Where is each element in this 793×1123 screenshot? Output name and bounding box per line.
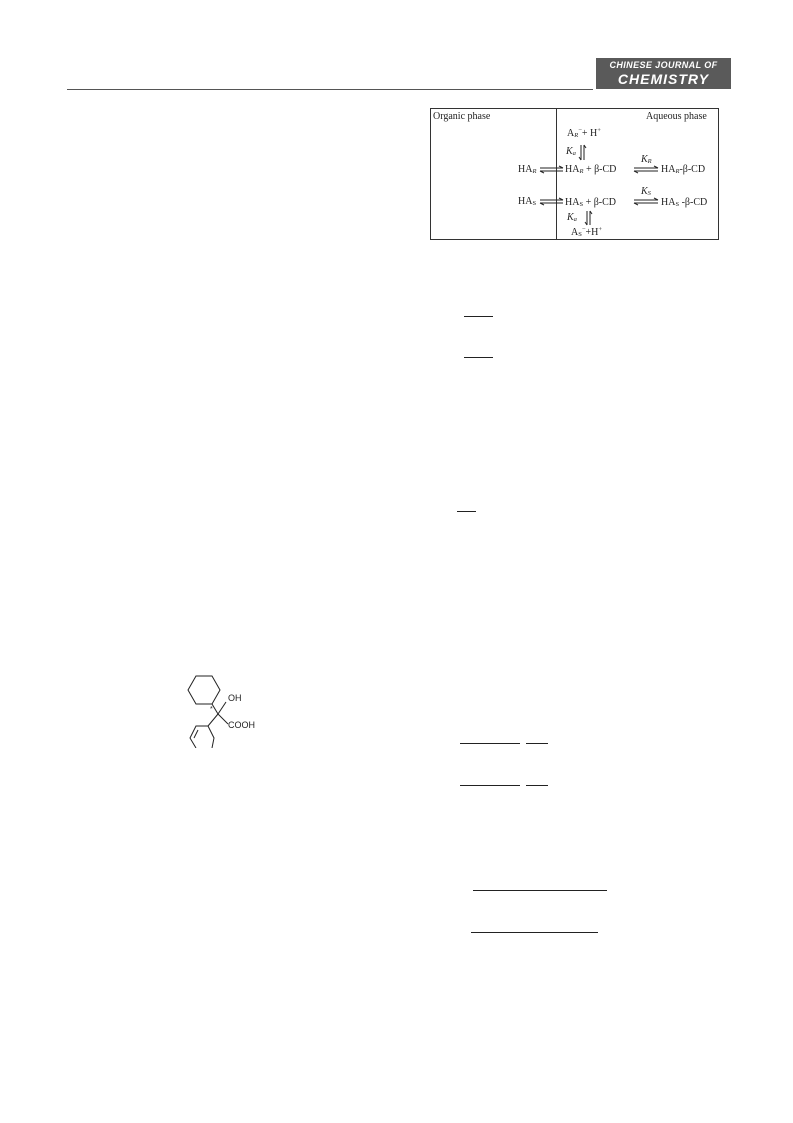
ka-top-label: $K_a$ <box>566 146 576 157</box>
equation-fraction-line <box>460 785 520 786</box>
has-aqueous: $HA_S + \beta-CD$ <box>565 197 617 208</box>
aqueous-phase-label: Aqueous phase <box>646 111 707 122</box>
har-aqueous: $HA_R + \beta-CD$ <box>565 164 617 175</box>
equation-fraction-line <box>526 743 548 744</box>
equation-fraction-line <box>464 316 493 317</box>
r-anion-proton: $A_R^-+ H^+$ <box>567 127 601 139</box>
kr-label: $K_R$ <box>641 154 652 165</box>
s-anion-proton: $A_S^-+H^+$ <box>571 226 603 238</box>
molecule-skeleton <box>180 668 280 748</box>
has-cd-complex: $HA_S$ -β-CD <box>661 197 708 208</box>
equation-fraction-line <box>460 743 520 744</box>
har-organic: $HA_R$ <box>518 164 537 175</box>
journal-title-line1: CHINESE JOURNAL OF <box>609 60 718 70</box>
header-rule <box>67 89 593 90</box>
ka-bottom-label: $K_a$ <box>567 212 577 223</box>
hydroxyl-label: OH <box>228 693 242 703</box>
ks-label: $K_S$ <box>641 186 651 197</box>
equation-fraction-line <box>473 890 607 891</box>
carboxyl-label: COOH <box>228 720 255 730</box>
equation-fraction-line <box>464 357 493 358</box>
organic-phase-label: Organic phase <box>433 111 491 122</box>
journal-badge <box>596 58 731 89</box>
stereocenter-mark: * <box>210 706 213 713</box>
equation-fraction-line <box>457 511 476 512</box>
equation-fraction-line <box>471 932 598 933</box>
has-organic: $HA_S$ <box>518 196 537 207</box>
phase-divider <box>556 108 557 240</box>
har-cd-complex: $HA_R-\beta-CD$ <box>661 164 706 175</box>
molecule-structure <box>180 668 280 748</box>
equation-fraction-line <box>526 785 548 786</box>
journal-title-line2: CHEMISTRY <box>617 71 710 87</box>
